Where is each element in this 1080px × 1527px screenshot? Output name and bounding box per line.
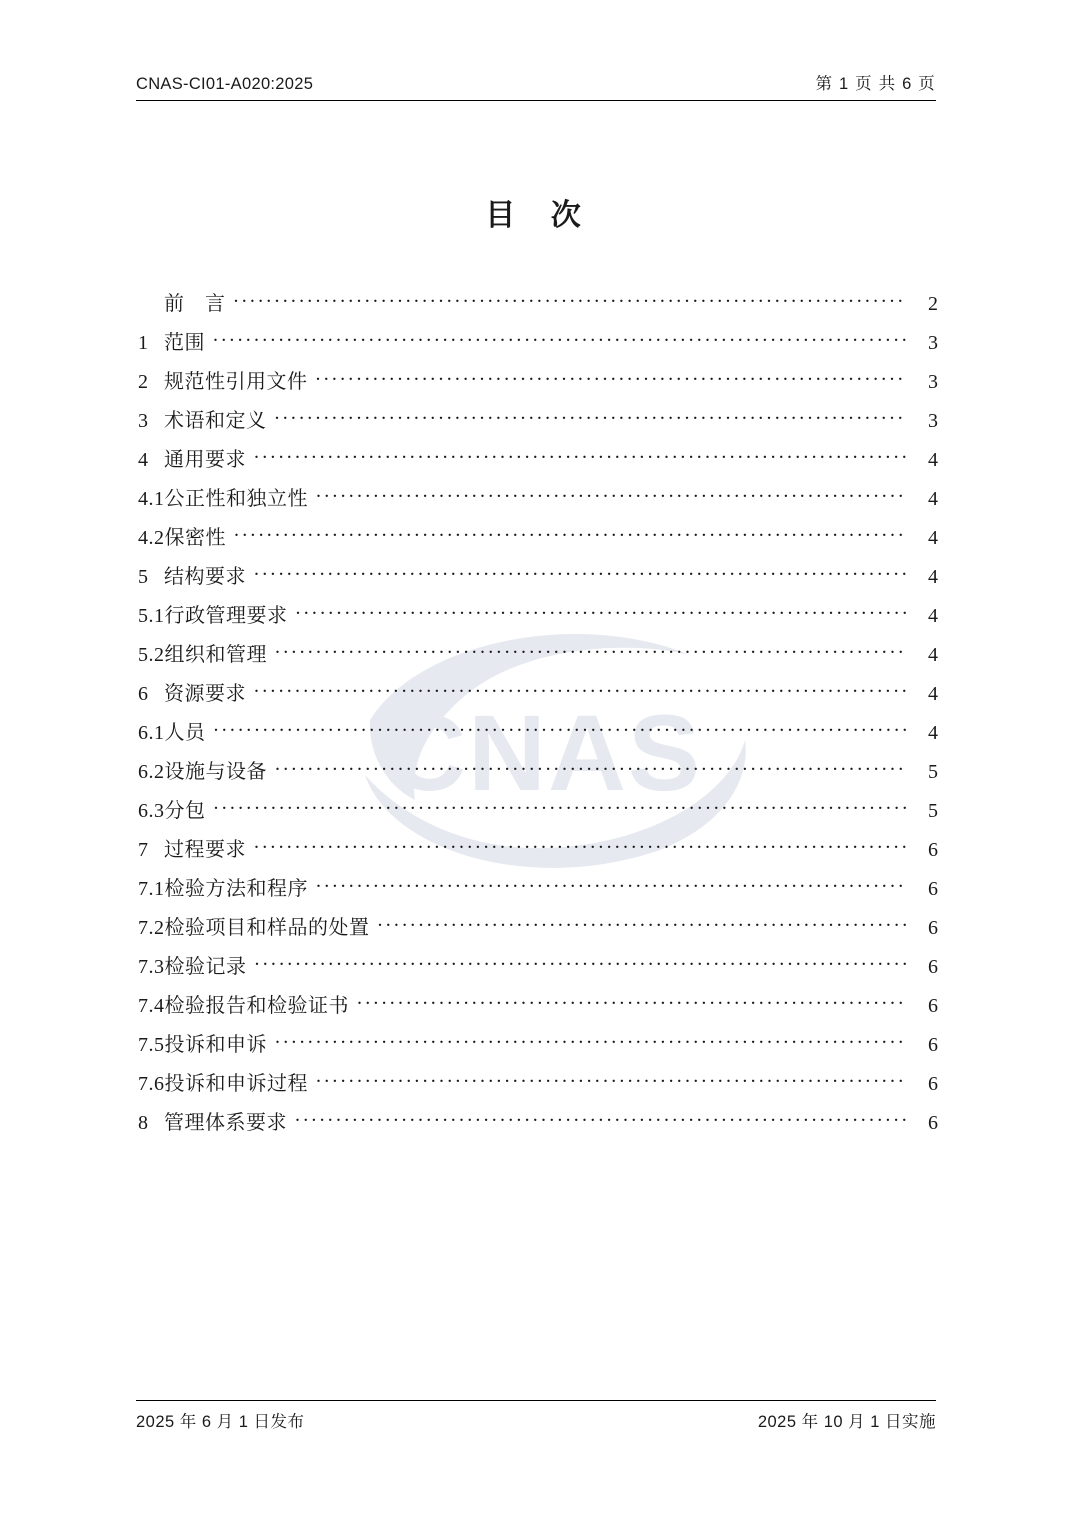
toc-entry[interactable] <box>138 602 938 641</box>
toc-entry-label: 行政管理要求 <box>164 605 288 627</box>
toc-entry[interactable] <box>138 758 938 797</box>
effective-date: 2025 年 10 月 1 日实施 <box>757 1413 936 1431</box>
toc-entry-number: 3 <box>138 410 149 432</box>
toc-entry-label: 组织和管理 <box>164 644 267 666</box>
toc-entry-label: 术语和定义 <box>164 410 267 432</box>
toc-entry-page: 6 <box>928 995 938 1017</box>
toc-leader-dots <box>316 875 906 895</box>
toc-leader-dots <box>378 914 907 934</box>
page-footer <box>136 1408 936 1432</box>
toc-leader-dots <box>234 290 907 310</box>
toc-entry-page: 4 <box>928 605 938 627</box>
toc-entry-number: 7.5 <box>138 1034 165 1056</box>
footer-divider <box>136 1400 936 1401</box>
toc-entry-label: 检验项目和样品的处置 <box>164 917 370 939</box>
toc-entry-label: 投诉和申诉 <box>164 1034 267 1056</box>
toc-entry[interactable] <box>138 875 938 914</box>
toc-entry[interactable] <box>138 992 938 1031</box>
toc-entry-label: 过程要求 <box>164 839 246 861</box>
toc-entry-page: 6 <box>928 1073 938 1095</box>
toc-leader-dots <box>214 797 907 817</box>
page-indicator: 第 1 页 共 6 页 <box>815 75 936 93</box>
toc-leader-dots <box>234 524 906 544</box>
toc-entry-page: 6 <box>928 1034 938 1056</box>
toc-leader-dots <box>316 368 907 388</box>
toc-entry[interactable] <box>138 953 938 992</box>
toc-leader-dots <box>255 953 907 973</box>
toc-entry-page: 2 <box>928 293 938 315</box>
toc-entry-label: 范围 <box>164 332 205 354</box>
toc-entry[interactable] <box>138 1109 938 1148</box>
toc-entry-number: 4 <box>138 449 149 471</box>
toc-entry-page: 3 <box>928 410 938 432</box>
toc-entry-label: 检验方法和程序 <box>164 878 308 900</box>
toc-entry[interactable] <box>138 290 938 329</box>
toc-entry-number: 5 <box>138 566 149 588</box>
toc-entry[interactable] <box>138 485 938 524</box>
toc-leader-dots <box>275 641 906 661</box>
toc-leader-dots <box>275 758 906 778</box>
toc-entry-page: 3 <box>928 371 938 393</box>
toc-entry-page: 4 <box>928 644 938 666</box>
toc-entry[interactable] <box>138 914 938 953</box>
toc-entry-page: 4 <box>928 683 938 705</box>
toc-entry[interactable] <box>138 407 938 446</box>
toc-entry-number: 7.3 <box>138 956 165 978</box>
toc-entry-label: 公正性和独立性 <box>164 488 308 510</box>
toc-entry-page: 5 <box>928 800 938 822</box>
toc-entry-page: 5 <box>928 761 938 783</box>
toc-entry-page: 4 <box>928 449 938 471</box>
toc-entry-label: 投诉和申诉过程 <box>164 1073 308 1095</box>
toc-entry[interactable] <box>138 446 938 485</box>
toc-entry-label: 设施与设备 <box>164 761 267 783</box>
toc-entry-page: 6 <box>928 878 938 900</box>
toc-entry-label: 规范性引用文件 <box>164 371 308 393</box>
toc-leader-dots <box>254 680 906 700</box>
toc-entry[interactable] <box>138 680 938 719</box>
toc-entry[interactable] <box>138 1031 938 1070</box>
toc-entry-number: 6.3 <box>138 800 165 822</box>
toc-entry-number: 7.4 <box>138 995 165 1017</box>
toc-entry-page: 3 <box>928 332 938 354</box>
toc-entry-number: 6 <box>138 683 149 705</box>
toc-entry[interactable] <box>138 836 938 875</box>
toc-entry-number: 4.1 <box>138 488 165 510</box>
toc-leader-dots <box>214 719 907 739</box>
toc-entry-number: 8 <box>138 1112 149 1134</box>
table-of-contents <box>138 290 938 1148</box>
toc-entry-label: 检验记录 <box>164 956 247 978</box>
toc-leader-dots <box>254 836 906 856</box>
toc-entry-number: 2 <box>138 371 149 393</box>
toc-entry-page: 6 <box>928 839 938 861</box>
toc-entry-number: 6.2 <box>138 761 165 783</box>
toc-leader-dots <box>275 1031 906 1051</box>
toc-entry-label: 检验报告和检验证书 <box>164 995 349 1017</box>
header-divider <box>136 100 936 101</box>
toc-entry[interactable] <box>138 563 938 602</box>
toc-leader-dots <box>316 485 906 505</box>
toc-entry[interactable] <box>138 524 938 563</box>
toc-entry-page: 4 <box>928 566 938 588</box>
toc-entry-number: 5.1 <box>138 605 165 627</box>
toc-leader-dots <box>213 329 906 349</box>
toc-entry-page: 4 <box>928 488 938 510</box>
toc-entry[interactable] <box>138 719 938 758</box>
toc-entry-number: 7.2 <box>138 917 165 939</box>
toc-leader-dots <box>316 1070 906 1090</box>
page-title: 目 次 <box>485 199 595 232</box>
toc-entry-label: 前 言 <box>164 293 226 315</box>
toc-entry-page: 6 <box>928 1112 938 1134</box>
svg-text:CNAS: CNAS <box>387 692 703 813</box>
toc-entry-page: 6 <box>928 956 938 978</box>
toc-entry[interactable] <box>138 641 938 680</box>
toc-entry-label: 人员 <box>164 722 206 744</box>
toc-entry-number: 5.2 <box>138 644 165 666</box>
toc-entry-label: 结构要求 <box>164 566 246 588</box>
toc-leader-dots <box>295 1109 906 1129</box>
toc-entry-number: 7.1 <box>138 878 165 900</box>
toc-entry-label: 分包 <box>164 800 206 822</box>
toc-entry[interactable] <box>138 797 938 836</box>
toc-leader-dots <box>254 446 906 466</box>
toc-entry-number: 7.6 <box>138 1073 165 1095</box>
toc-entry[interactable] <box>138 329 938 368</box>
toc-leader-dots <box>296 602 907 622</box>
toc-entry-label: 保密性 <box>164 527 226 549</box>
toc-entry-label: 通用要求 <box>164 449 246 471</box>
toc-entry-number: 1 <box>138 332 149 354</box>
issue-date: 2025 年 6 月 1 日发布 <box>136 1413 305 1431</box>
page-header <box>136 70 936 94</box>
toc-entry-page: 4 <box>928 722 938 744</box>
toc-leader-dots <box>254 563 906 583</box>
toc-entry-number: 4.2 <box>138 527 165 549</box>
toc-leader-dots <box>275 407 907 427</box>
toc-leader-dots <box>357 992 906 1012</box>
toc-entry[interactable] <box>138 368 938 407</box>
toc-entry-page: 6 <box>928 917 938 939</box>
toc-entry-label: 管理体系要求 <box>164 1112 287 1134</box>
document-code: CNAS-CI01-A020:2025 <box>136 75 314 93</box>
toc-entry-page: 4 <box>928 527 938 549</box>
toc-entry[interactable] <box>138 1070 938 1109</box>
toc-entry-label: 资源要求 <box>164 683 246 705</box>
toc-entry-number: 6.1 <box>138 722 165 744</box>
toc-entry-number: 7 <box>138 839 149 861</box>
